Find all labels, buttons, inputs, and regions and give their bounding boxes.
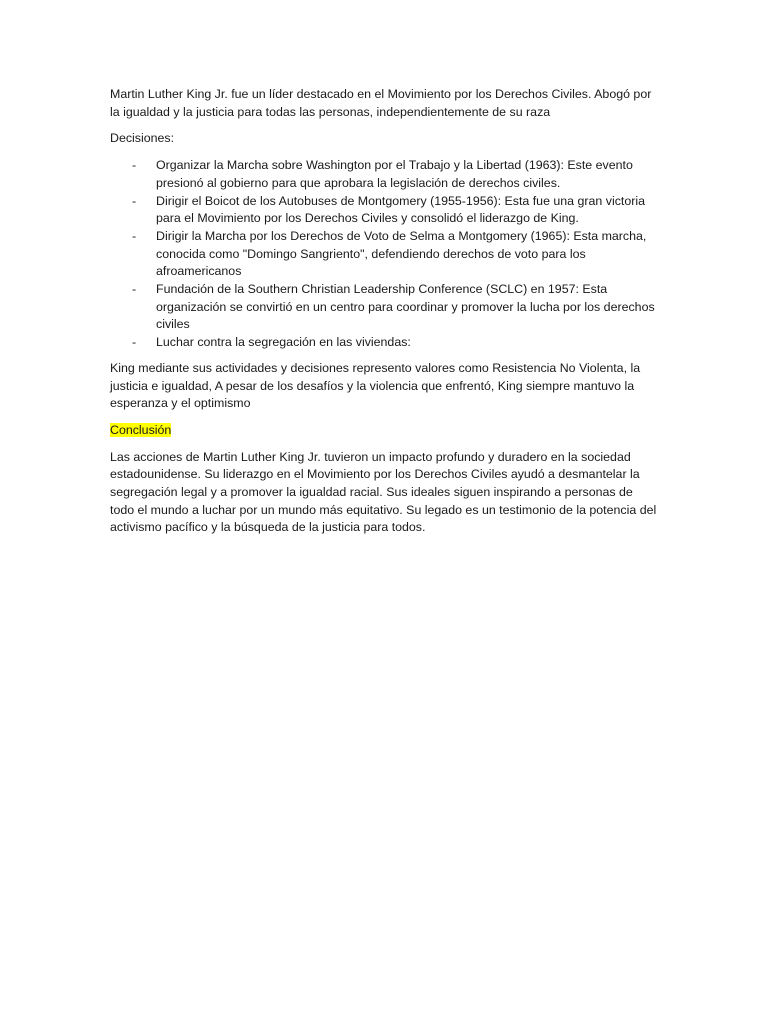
list-item <box>110 228 660 281</box>
conclusion-paragraph: Las acciones de Martin Luther King Jr. tuvieron un impacto profundo y duradero en la sociedad estadounidense. Su liderazgo en el Movimiento por los Derechos Civiles ayudó a desmantelar la segregación legal y a promover la igualdad racial. Sus ideales siguen inspirando a personas de todo el mundo a luchar por un mundo más equitativo. Su legado es un testimonio de la potencia del activismo pacífico y la búsqueda de la justicia para todos. <box>110 449 657 535</box>
list-item <box>110 157 660 192</box>
decision-text: Dirigir el Boicot de los Autobuses de Montgomery (1955-1956): Esta fue una gran victoria para el Movimiento por los Derechos Civiles y consolidó el liderazgo de King. <box>156 193 646 226</box>
bullet-marker: - <box>132 335 137 350</box>
intro-paragraph: Martin Luther King Jr. fue un líder destacado en el Movimiento por los Derechos Civiles. Abogó por la igualdad y la justicia para todas las personas, independientemente de su raza <box>110 87 652 119</box>
decisions-list <box>110 157 660 352</box>
list-item <box>110 334 660 352</box>
bullet-marker: - <box>132 282 137 297</box>
conclusion-heading-line <box>110 422 660 440</box>
bullet-marker: - <box>132 228 137 243</box>
conclusion-heading: Conclusión <box>110 422 172 437</box>
decision-text: Fundación de la Southern Christian Leadership Conference (SCLC) en 1957: Esta organización se convirtió en un centro para coordinar y promover la lucha por los derechos civiles <box>156 282 655 332</box>
decision-text: Organizar la Marcha sobre Washington por el Trabajo y la Libertad (1963): Este evento presionó al gobierno para que aprobara la legislación de derechos civiles. <box>156 158 633 190</box>
bullet-marker: - <box>132 193 137 208</box>
decision-text: Luchar contra la segregación en las viviendas: <box>156 335 411 350</box>
decision-text: Dirigir la Marcha por los Derechos de Voto de Selma a Montgomery (1965): Esta marcha, conocida como "Domingo Sangriento", defendiendo derechos de voto para los afroamericanos <box>156 228 647 279</box>
list-item <box>110 281 660 334</box>
document-page <box>110 86 660 546</box>
bullet-marker: - <box>132 158 137 173</box>
values-paragraph: King mediante sus actividades y decisiones represento valores como Resistencia No Violenta, la justicia e igualdad, A pesar de los desafíos y la violencia que enfrentó, King siempre mantuvo la esperanza y el optimismo <box>110 360 641 411</box>
list-item <box>110 193 660 228</box>
decisions-heading: Decisiones: <box>110 131 175 146</box>
